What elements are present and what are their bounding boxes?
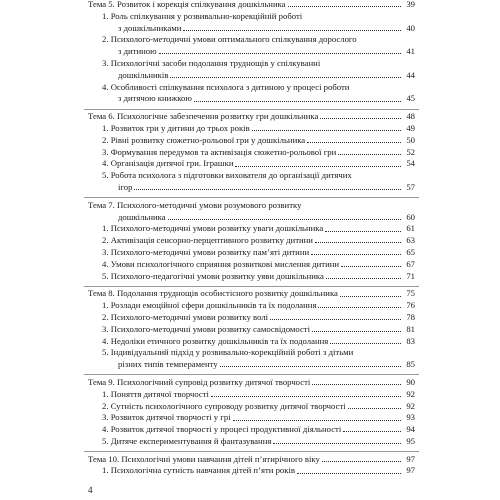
toc-entry[interactable] [118, 213, 415, 222]
toc-entry[interactable] [102, 425, 415, 434]
toc-entry[interactable] [118, 94, 415, 103]
toc-entry-text: 1. Психологічна сутність навчання дітей п’яти років [102, 465, 295, 476]
toc-entry[interactable] [102, 260, 415, 269]
toc-page-number: 63 [406, 235, 415, 246]
dot-leader [338, 154, 401, 155]
toc-page-number: 75 [406, 288, 415, 299]
toc-page-number: 52 [406, 146, 415, 157]
toc-entry-text: Тема 9. Психологічний супровід розвитку дитячої творчості [88, 376, 311, 387]
toc-entry-text: 3. Психолого-методичні умови розвитку пам’яті дитини [102, 246, 310, 257]
toc-entry-text: 3. Психологічні засоби подолання труднощів у спілкуванні [102, 57, 321, 68]
dot-leader [194, 101, 401, 102]
dot-leader [315, 242, 401, 243]
dot-leader [220, 366, 401, 367]
toc-entry[interactable] [102, 301, 415, 310]
toc-entry-text: 4. Організація дитячої гри. Іграшки [102, 158, 234, 169]
dot-leader [297, 473, 401, 474]
toc-page-number: 81 [406, 323, 415, 334]
toc-entry[interactable] [118, 24, 415, 33]
toc-page-number: 92 [406, 388, 415, 399]
toc-section [88, 201, 415, 284]
toc-page-number: 78 [406, 311, 415, 322]
toc-entry-text: 2. Рівні розвитку сюжетно-рольової гри у дошкільника [102, 134, 306, 145]
toc-topic-entry[interactable] [88, 378, 415, 387]
toc-entry-text: 5. Робота психолога з підготовки вихователя до організації дитячих [102, 170, 352, 181]
toc-entry-text: дошкільників [118, 69, 169, 80]
toc-entry-text: ігор [118, 181, 133, 192]
toc-entry-text: 1. Поняття дитячої творчості [102, 388, 209, 399]
toc-page-number: 40 [406, 22, 415, 33]
dot-leader [288, 6, 401, 7]
toc-page-number: 54 [406, 158, 415, 169]
toc-entry-text: дошкільника [118, 211, 166, 222]
toc-entry-text: 1. Роль спілкування у розвивально-корекційній роботі [102, 10, 303, 21]
dot-leader [322, 461, 401, 462]
dot-leader [348, 408, 401, 409]
toc-entry-text: 1. Розлади емоційної сфери дошкільників та їх подолання [102, 300, 317, 311]
toc-entry[interactable] [102, 148, 415, 157]
dot-leader [340, 296, 401, 297]
toc-entry[interactable] [102, 402, 415, 411]
toc-entry[interactable] [102, 136, 415, 145]
section-divider [84, 286, 419, 287]
dot-leader [341, 266, 401, 267]
toc-entry-text: з дошкільниками [118, 22, 182, 33]
toc-entry-text: 1. Розвиток гри у дитини до трьох років [102, 122, 250, 133]
toc-page-number: 65 [406, 246, 415, 257]
dot-leader [170, 77, 401, 78]
dot-leader [326, 278, 401, 279]
toc-entry-text: Тема 7. Психолого-методичні умови розумового розвитку [88, 199, 302, 210]
toc-entry[interactable] [102, 466, 415, 475]
toc-page-number: 45 [406, 93, 415, 104]
section-divider [84, 451, 419, 452]
toc-entry[interactable] [102, 224, 415, 233]
toc-page-number: 92 [406, 400, 415, 411]
toc-page-number: 49 [406, 122, 415, 133]
toc-entry[interactable] [102, 325, 415, 334]
toc-entry-text: 3. Розвиток дитячої творчості у грі [102, 412, 231, 423]
dot-leader [343, 431, 401, 432]
toc-entry-text: з дитячою книжкою [118, 93, 192, 104]
toc-entry[interactable] [102, 236, 415, 245]
toc-entry[interactable] [102, 272, 415, 281]
toc-page-number: 57 [406, 181, 415, 192]
toc-entry-text: 2. Психолого-методичні умови розвитку волі [102, 311, 269, 322]
toc-topic-entry[interactable] [88, 0, 415, 9]
toc-entry-text: з дитиною [118, 46, 157, 57]
toc-entry[interactable] [102, 12, 415, 21]
toc-entry[interactable] [102, 348, 415, 357]
toc-entry[interactable] [102, 390, 415, 399]
toc-entry[interactable] [102, 35, 415, 44]
dot-leader [318, 307, 401, 308]
dot-leader [235, 166, 401, 167]
toc-entry[interactable] [102, 437, 415, 446]
toc-page-number: 97 [406, 465, 415, 476]
toc-topic-entry[interactable] [88, 201, 415, 210]
dot-leader [252, 130, 401, 131]
toc-entry-text: 4. Недоліки етичного розвитку дошкільників та їх подолання [102, 335, 329, 346]
toc-entry[interactable] [118, 360, 415, 369]
toc-entry[interactable] [102, 171, 415, 180]
toc-entry[interactable] [102, 124, 415, 133]
toc-entry[interactable] [118, 47, 415, 56]
toc-entry[interactable] [118, 183, 415, 192]
dot-leader [211, 396, 401, 397]
toc-section [88, 378, 415, 449]
toc-page-number: 71 [406, 270, 415, 281]
toc-section [88, 0, 415, 106]
toc-topic-entry[interactable] [88, 112, 415, 121]
toc-entry[interactable] [102, 313, 415, 322]
page-number: 4 [88, 485, 93, 495]
toc-entry-text: 5. Психолого-педагогічні умови розвитку уяви дошкільника [102, 270, 324, 281]
dot-leader [320, 118, 401, 119]
toc-entry-text: Тема 10. Психологічні умови навчання дітей п’ятирічного віку [88, 453, 320, 464]
toc-page-number: 94 [406, 424, 415, 435]
toc-entry-text: 2. Сутність психологічного супроводу розвитку дитячої творчості [102, 400, 346, 411]
toc-page-number: 76 [406, 300, 415, 311]
dot-leader [159, 53, 401, 54]
toc-topic-entry[interactable] [88, 289, 415, 298]
dot-leader [183, 30, 401, 31]
toc-section [88, 112, 415, 195]
toc-entry-text: Тема 5. Розвиток і корекція спілкування дошкільника [88, 0, 286, 9]
toc-section [88, 455, 415, 479]
toc-entry-text: Тема 6. Психологічне забезпечення розвитку гри дошкільника [88, 111, 319, 122]
toc-page-number: 90 [406, 376, 415, 387]
dot-leader [330, 343, 401, 344]
toc-entry-text: 3. Психолого-методичні умови розвитку самосвідомості [102, 323, 311, 334]
table-of-contents [88, 0, 415, 478]
toc-entry[interactable] [102, 59, 415, 68]
toc-page-number: 83 [406, 335, 415, 346]
toc-entry-text: 4. Особливості спілкування психолога з дитиною у процесі роботи [102, 81, 350, 92]
toc-entry-text: 5. Дитяче експериментування й фантазування [102, 435, 272, 446]
dot-leader [311, 254, 401, 255]
toc-entry-text: 3. Формування передумов та активізація сюжетно-рольової гри [102, 146, 337, 157]
toc-entry-text: 5. Індивідуальний підхід у розвивально-корекційній роботі з дітьми [102, 347, 354, 358]
toc-entry[interactable] [102, 248, 415, 257]
section-divider [84, 197, 419, 198]
toc-entry-text: 2. Активізація сенсорно-перцептивного розвитку дитини [102, 235, 313, 246]
toc-entry-text: Тема 8. Подолання труднощів особистісного розвитку дошкільника [88, 288, 338, 299]
toc-topic-entry[interactable] [88, 455, 415, 464]
toc-entry[interactable] [102, 159, 415, 168]
dot-leader [312, 331, 401, 332]
section-divider [84, 109, 419, 110]
dot-leader [325, 231, 401, 232]
toc-entry-text: 2. Психолого-методичні умови оптимального спілкування дорослого [102, 34, 357, 45]
toc-page-number: 61 [406, 223, 415, 234]
section-divider [84, 374, 419, 375]
toc-page-number: 48 [406, 111, 415, 122]
toc-page-number: 50 [406, 134, 415, 145]
dot-leader [312, 384, 401, 385]
toc-entry[interactable] [102, 337, 415, 346]
toc-entry[interactable] [102, 83, 415, 92]
dot-leader [307, 142, 401, 143]
toc-page-number: 44 [406, 69, 415, 80]
toc-entry[interactable] [102, 413, 415, 422]
toc-page-number: 93 [406, 412, 415, 423]
toc-page-number: 60 [406, 211, 415, 222]
toc-page-number: 39 [406, 0, 415, 9]
dot-leader [168, 219, 401, 220]
toc-page-number: 97 [406, 453, 415, 464]
dot-leader [270, 319, 401, 320]
dot-leader [273, 443, 401, 444]
toc-entry-text: 4. Розвиток дитячої творчості у процесі продуктивної діяльності [102, 424, 342, 435]
toc-entry-text: 4. Умови психологічного сприяння розвиткові мислення дитини [102, 258, 340, 269]
toc-entry-text: різних типів темпераменту [118, 359, 218, 370]
toc-entry[interactable] [118, 71, 415, 80]
dot-leader [134, 189, 401, 190]
toc-page-number: 67 [406, 258, 415, 269]
toc-page-number: 95 [406, 435, 415, 446]
dot-leader [233, 420, 401, 421]
toc-entry-text: 1. Психолого-методичні умови розвитку уваги дошкільника [102, 223, 324, 234]
toc-page-number: 85 [406, 359, 415, 370]
toc-section [88, 289, 415, 372]
toc-page-number: 41 [406, 46, 415, 57]
